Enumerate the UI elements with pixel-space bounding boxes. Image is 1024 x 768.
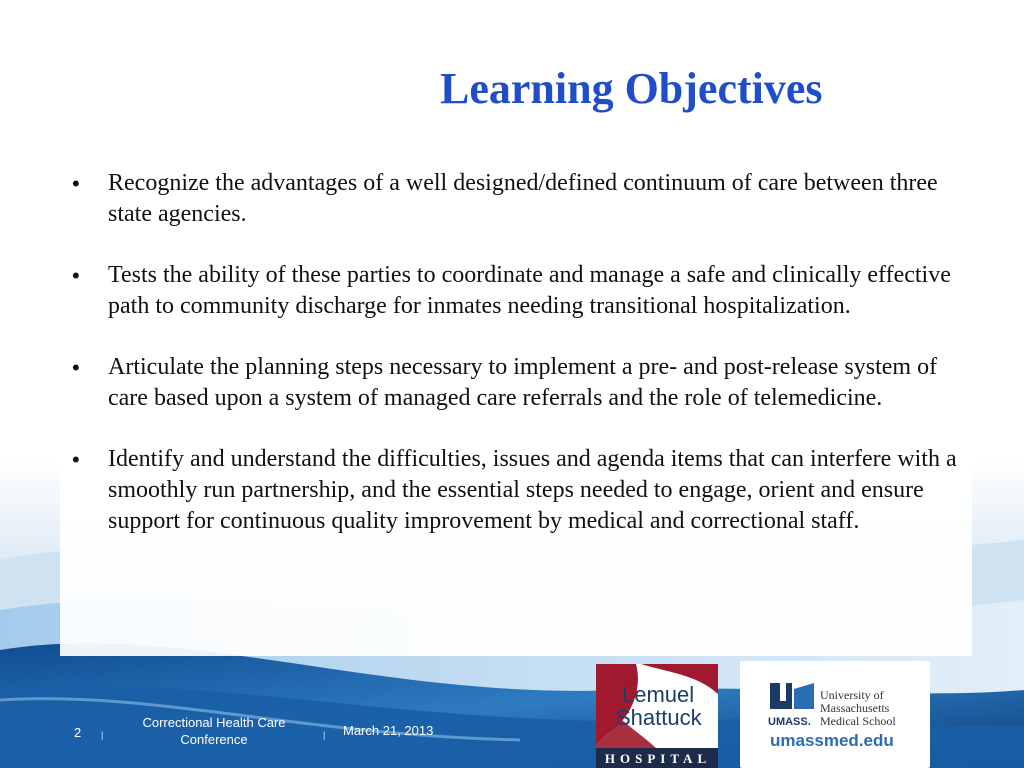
bullet-text: Articulate the planning steps necessary to implement a pre- and post-release system of care based upon a system of managed care referrals and the role of telemedicine. xyxy=(108,354,938,411)
umass-line-2: Massachusetts xyxy=(820,701,890,715)
slide-footer xyxy=(0,700,560,768)
bullet-icon: • xyxy=(72,263,80,288)
bullet-icon: • xyxy=(72,447,80,472)
shattuck-text: Shattuck xyxy=(616,705,702,730)
list-item xyxy=(72,168,972,230)
umass-line-3: Medical School xyxy=(820,714,896,728)
footer-separator: | xyxy=(101,730,104,740)
page-number: 2 xyxy=(74,725,82,740)
umass-building-icon xyxy=(768,679,816,717)
bullet-icon: • xyxy=(72,171,80,196)
footer-separator: | xyxy=(323,730,326,740)
bullet-icon: • xyxy=(72,355,80,380)
lemuel-shattuck-logo xyxy=(596,664,718,768)
umass-mark: UMASS. xyxy=(768,716,811,728)
bullet-text: Tests the ability of these parties to coordinate and manage a safe and clinically effective path to community discharge for inmates needing transitional hospitalization. xyxy=(108,262,951,319)
list-item xyxy=(72,260,972,322)
bullet-text: Recognize the advantages of a well designed/defined continuum of care between three state agencies. xyxy=(108,170,938,227)
objectives-list xyxy=(72,168,972,567)
hospital-text: HOSPITAL xyxy=(604,751,712,766)
umass-url: umassmed.edu xyxy=(770,731,894,750)
conference-name: Correctional Health Care Conference xyxy=(142,715,286,747)
umass-medical-logo xyxy=(740,661,930,768)
list-item xyxy=(72,352,972,414)
list-item xyxy=(72,444,972,537)
lemuel-text: Lemuel xyxy=(622,682,695,707)
umass-line-1: University of xyxy=(820,688,884,702)
slide-title: Learning Objectives xyxy=(440,64,823,113)
presentation-date: March 21, 2013 xyxy=(343,723,434,738)
bullet-text: Identify and understand the difficulties, issues and agenda items that can interfere with a smoothly run partnership, and the essential steps needed to engage, orient and ensure support for continuous quality improvement by medical and correctional staff. xyxy=(108,446,957,534)
